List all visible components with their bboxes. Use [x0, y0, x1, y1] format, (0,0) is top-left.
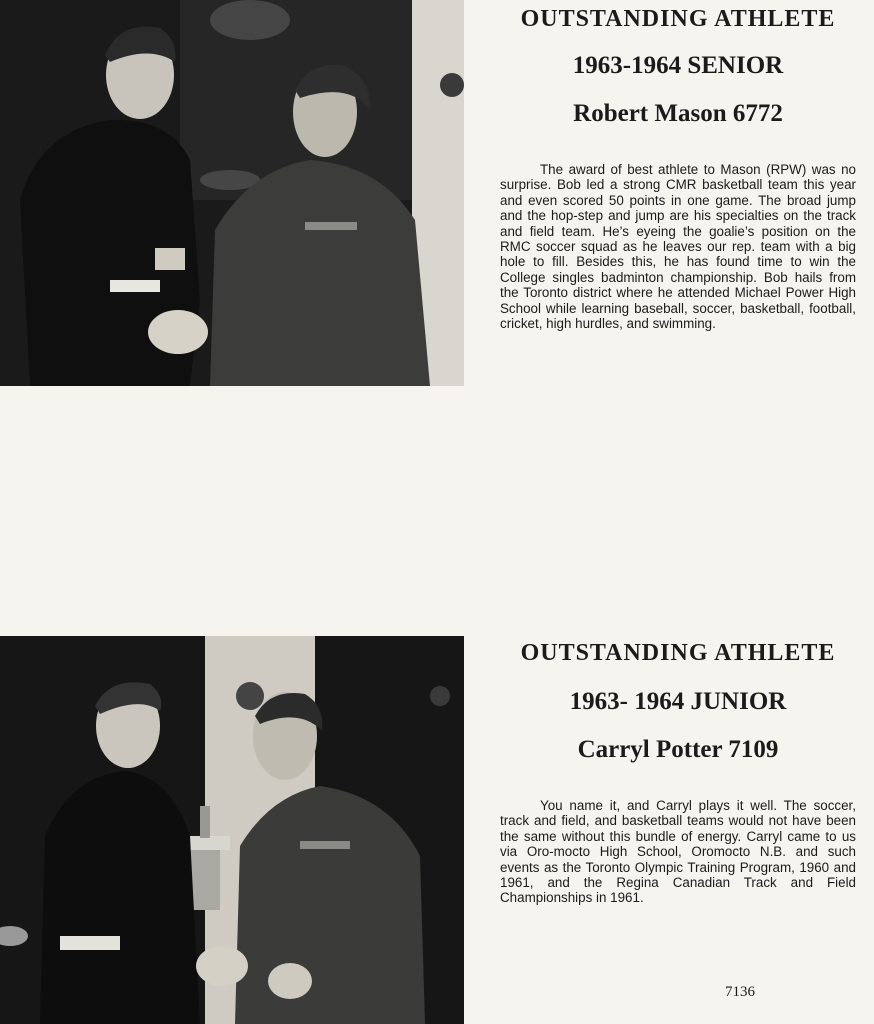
junior-heading: OUTSTANDING ATHLETE: [520, 640, 836, 666]
junior-award-photo: [0, 636, 464, 1024]
senior-heading: OUTSTANDING ATHLETE: [520, 6, 836, 32]
senior-athlete-name: Robert Mason 6772: [573, 100, 783, 127]
junior-description: You name it, and Carryl plays it well. The soccer, track and field, and basketball teams would not have been the same without this bundle of energy. Carryl came to us via Oro-mocto High School, Oromocto N.B. and such events as the Toronto Olympic Training Program, 1960 and 1961, and the Regina Canadian Track and Field Championships in 1961.: [500, 798, 856, 906]
page-number: 7136: [725, 984, 755, 1000]
senior-description: The award of best athlete to Mason (RPW) was no surprise. Bob led a strong CMR basketball team this year and even scored 50 points in one game. The broad jump and the hop-step and jump are his specialties on the track and field team. He’s eyeing the goalie’s position on the RMC soccer squad as he leaves our rep. team with a big hole to fill. Besides this, he has found time to win the College singles badminton championship. Bob hails from the Toronto district where he attended Michael Power High School while learning baseball, soccer, basketball, football, cricket, high hurdles, and swimming.: [500, 162, 856, 332]
senior-award-photo: [0, 0, 464, 386]
junior-season: 1963- 1964 JUNIOR: [569, 688, 787, 715]
junior-athlete-name: Carryl Potter 7109: [577, 736, 779, 763]
senior-season: 1963-1964 SENIOR: [572, 52, 784, 79]
